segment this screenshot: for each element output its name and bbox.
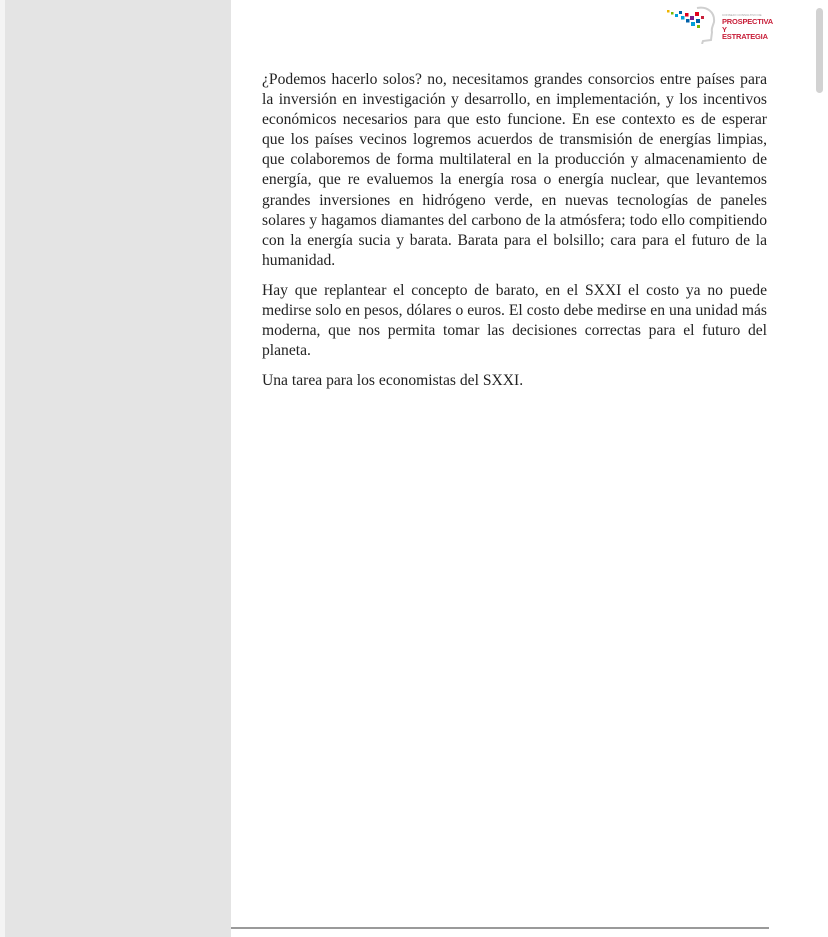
footer-divider [231, 927, 769, 929]
scrollbar-thumb[interactable] [816, 8, 823, 93]
organization-logo [667, 4, 777, 44]
paragraph-1: ¿Podemos hacerlo solos? no, necesitamos grandes consorcios entre países para la inversión en investigación y desarrollo, en implementación, y los incentivos económicos necesarios para que esto funcione. En ese contexto es de esperar que los países vecinos logremos acuerdos de transmisión de energías limpias, que colaboremos de forma multilateral en la producción y almacenamiento de energía, que re evaluemos la energía rosa o energía nuclear, que levantemos grandes inversiones en hidrógeno verde, en nuevas tecnologías de paneles solares y hagamos diamantes del carbono de la atmósfera; todo ello compitiendo con la energía sucia y barata. Barata para el bolsillo; cara para el futuro de la humanidad. [262, 71, 767, 269]
sidebar-panel [0, 0, 231, 937]
logo-line-small: CONSEJO CONSULTIVO DE [722, 13, 762, 17]
logo-line-2: ESTRATEGIA [722, 32, 768, 41]
paragraph-2: Hay que replantear el concepto de barato, en el SXXI el costo ya no puede medirse solo en pesos, dólares o euros. El costo debe medirse en una unidad más moderna, que nos permita tomar las decisiones correctas para el futuro del planeta. [262, 281, 767, 360]
document-body [262, 70, 767, 401]
logo-wordmark [722, 14, 777, 41]
pixel-head-icon [667, 4, 719, 44]
vertical-scrollbar[interactable] [811, 0, 828, 937]
document-page [231, 0, 811, 937]
logo-line-1: PROSPECTIVA Y [722, 17, 773, 34]
paragraph-3: Una tarea para los economistas del SXXI. [262, 372, 524, 390]
